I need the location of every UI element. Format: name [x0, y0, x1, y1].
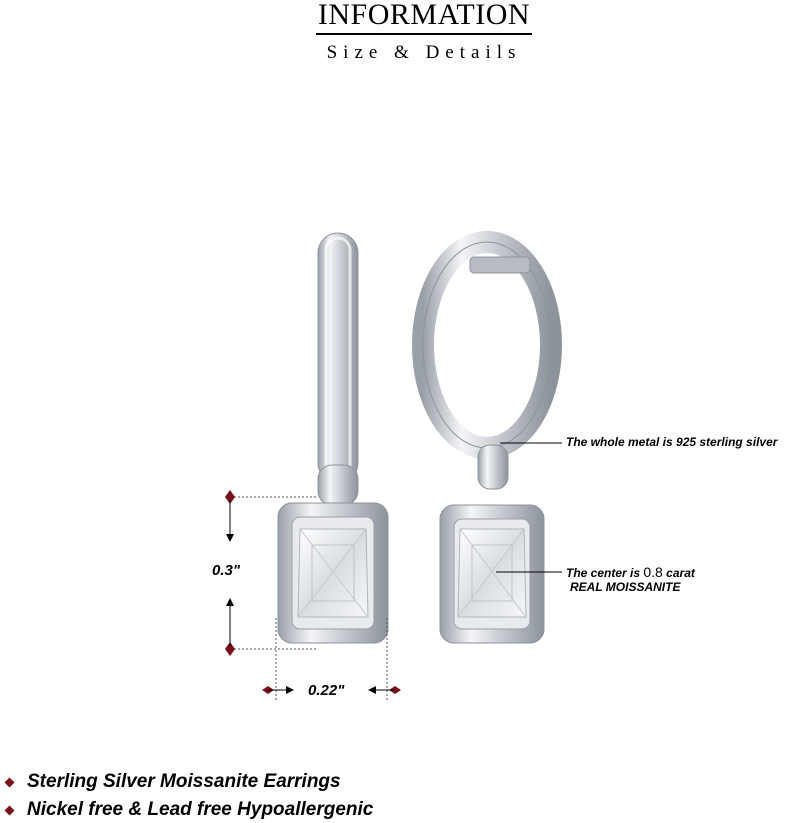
moissanite-callout: REAL MOISSANITE: [570, 580, 681, 594]
center-callout: The center is 0.8 carat: [566, 564, 695, 580]
height-label: 0.3": [212, 562, 240, 579]
left-earring: [278, 233, 388, 643]
feature-item: Nickel free & Lead free Hypoallergenic: [4, 799, 373, 821]
diamond-bullet-icon: [5, 777, 15, 787]
metal-callout: The whole metal is 925 sterling silver: [566, 435, 778, 449]
feature-item: Sterling Silver Moissanite Earrings: [4, 771, 341, 793]
page-title: INFORMATION: [0, 0, 800, 30]
width-label: 0.22": [308, 682, 345, 699]
page-subtitle: Size & Details: [326, 42, 522, 63]
diamond-bullet-icon: [5, 805, 15, 815]
